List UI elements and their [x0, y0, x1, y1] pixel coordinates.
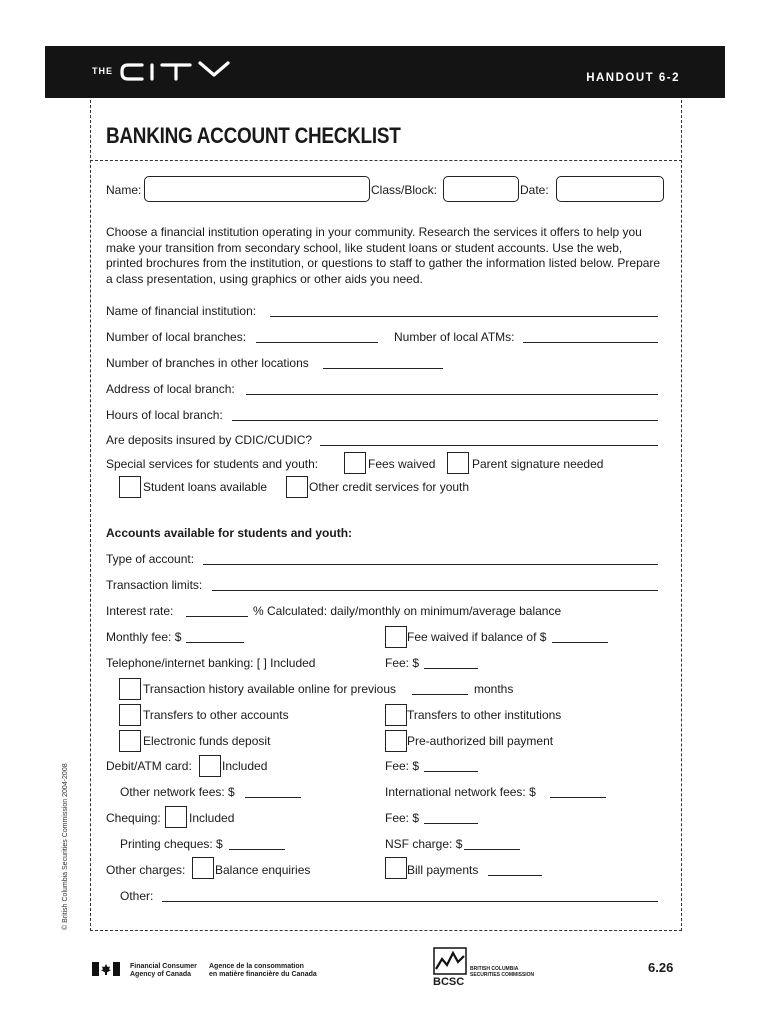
local-branches-label: Number of local branches:	[106, 330, 247, 344]
eft-label: Electronic funds deposit	[143, 734, 271, 748]
insured-label: Are deposits insured by CDIC/CUDIC?	[106, 433, 313, 447]
debit-included-checkbox[interactable]	[199, 755, 221, 777]
other-network-label: Other network fees: $	[120, 785, 235, 799]
insured-line[interactable]	[320, 445, 658, 446]
balance-enquiries-label: Balance enquiries	[215, 863, 311, 877]
address-label: Address of local branch:	[106, 382, 235, 396]
telephone-banking-label: Telephone/internet banking: [ ] Included	[106, 656, 316, 670]
other-credit-label: Other credit services for youth	[309, 480, 470, 494]
history-months-line[interactable]	[412, 694, 468, 695]
fee-waived-checkbox[interactable]	[385, 626, 407, 648]
transfers-institutions-label: Transfers to other institutions	[407, 708, 562, 722]
fcac-french: Agence de la consommation en matière financière du Canada	[209, 963, 317, 978]
parent-signature-checkbox[interactable]	[447, 452, 469, 474]
special-services-label: Special services for students and youth:	[106, 457, 319, 471]
student-loans-checkbox[interactable]	[119, 476, 141, 498]
student-loans-label: Student loans available	[143, 480, 268, 494]
date-label: Date:	[520, 183, 549, 197]
debit-included-label: Included	[222, 759, 268, 773]
class-block-label: Class/Block:	[371, 183, 438, 197]
institution-name-line[interactable]	[270, 316, 658, 317]
bill-payments-checkbox[interactable]	[385, 857, 407, 879]
bcsc-name: BRITISH COLUMBIA SECURITIES COMMISSION	[470, 966, 535, 978]
fee-waived-balance-label: Fee waived if balance of $	[407, 630, 547, 644]
other-line[interactable]	[162, 901, 658, 902]
nsf-charge-line[interactable]	[464, 849, 520, 850]
eft-checkbox[interactable]	[119, 730, 141, 752]
date-field[interactable]	[556, 176, 664, 202]
bcsc-abbr: BCSC	[433, 976, 465, 988]
transaction-limits-label: Transaction limits:	[106, 578, 203, 592]
printing-cheques-label: Printing cheques: $	[120, 837, 223, 851]
telephone-fee-label: Fee: $	[385, 656, 420, 670]
city-logo	[118, 59, 252, 85]
accounts-heading: Accounts available for students and youth:	[106, 526, 353, 540]
canada-flag-icon	[92, 962, 120, 976]
handout-label: HANDOUT 6-2	[586, 72, 680, 84]
transfers-accounts-label: Transfers to other accounts	[143, 708, 289, 722]
other-label: Other:	[120, 889, 154, 903]
balance-enquiries-checkbox[interactable]	[192, 857, 214, 879]
account-type-label: Type of account:	[106, 552, 195, 566]
fcac-english: Financial Consumer Agency of Canada	[130, 963, 197, 978]
monthly-fee-line[interactable]	[186, 642, 244, 643]
printing-cheques-line[interactable]	[229, 849, 285, 850]
institution-name-label: Name of financial institution:	[106, 304, 257, 318]
parent-signature-label: Parent signature needed	[472, 457, 604, 471]
debit-fee-label: Fee: $	[385, 759, 420, 773]
chequing-included-label: Included	[189, 811, 235, 825]
other-branches-label: Number of branches in other locations	[106, 356, 309, 370]
preauth-checkbox[interactable]	[385, 730, 407, 752]
other-branches-line[interactable]	[323, 368, 443, 369]
other-credit-checkbox[interactable]	[286, 476, 308, 498]
intl-network-label: International network fees: $	[385, 785, 536, 799]
instructions-paragraph: Choose a financial institution operating in your community. Research the services it offers to help you make your transition from secondary school, like student loans or student accounts. Use the web, printed brochures from the institution, or questions to staff to gather the information listed below. Prepare a class presentation, using graphics or other aids you need.	[106, 225, 661, 286]
local-atms-line[interactable]	[523, 342, 658, 343]
fees-waived-checkbox[interactable]	[344, 452, 366, 474]
hours-line[interactable]	[232, 420, 658, 421]
months-label: months	[474, 682, 514, 696]
fee-waived-balance-line[interactable]	[552, 642, 608, 643]
interest-rate-label: Interest rate:	[106, 604, 174, 618]
copyright-notice: © British Columbia Securities Commission 2004-2008	[62, 763, 69, 930]
logo-the: THE	[92, 66, 113, 76]
chequing-fee-label: Fee: $	[385, 811, 420, 825]
telephone-fee-line[interactable]	[424, 668, 478, 669]
account-type-line[interactable]	[203, 564, 658, 565]
name-label: Name:	[106, 183, 142, 197]
other-network-line[interactable]	[245, 797, 301, 798]
fees-waived-label: Fees waived	[368, 457, 436, 471]
interest-calc-label: % Calculated: daily/monthly on minimum/average balance	[253, 604, 562, 618]
bill-payments-line[interactable]	[488, 875, 542, 876]
nsf-charge-label: NSF charge: $	[385, 837, 463, 851]
page-title: BANKING ACCOUNT CHECKLIST	[106, 123, 401, 148]
address-line[interactable]	[246, 394, 658, 395]
debit-card-label: Debit/ATM card:	[106, 759, 192, 773]
local-atms-label: Number of local ATMs:	[394, 330, 515, 344]
class-block-field[interactable]	[443, 176, 519, 202]
bcsc-logo-icon	[433, 947, 467, 975]
transaction-limits-line[interactable]	[212, 590, 658, 591]
other-charges-label: Other charges:	[106, 863, 186, 877]
name-field[interactable]	[144, 176, 370, 202]
hours-label: Hours of local branch:	[106, 408, 223, 422]
transfers-institutions-checkbox[interactable]	[385, 704, 407, 726]
monthly-fee-label: Monthly fee: $	[106, 630, 182, 644]
debit-fee-line[interactable]	[424, 771, 478, 772]
transfers-accounts-checkbox[interactable]	[119, 704, 141, 726]
interest-rate-line[interactable]	[186, 616, 248, 617]
chequing-label: Chequing:	[106, 811, 161, 825]
title-divider	[90, 160, 682, 161]
page-number: 6.26	[648, 960, 674, 975]
history-label: Transaction history available online for previous	[143, 682, 397, 696]
intl-network-line[interactable]	[550, 797, 606, 798]
preauth-label: Pre-authorized bill payment	[407, 734, 554, 748]
chequing-included-checkbox[interactable]	[165, 806, 187, 828]
history-checkbox[interactable]	[119, 678, 141, 700]
local-branches-line[interactable]	[256, 342, 378, 343]
chequing-fee-line[interactable]	[424, 823, 478, 824]
bill-payments-label: Bill payments	[407, 863, 479, 877]
